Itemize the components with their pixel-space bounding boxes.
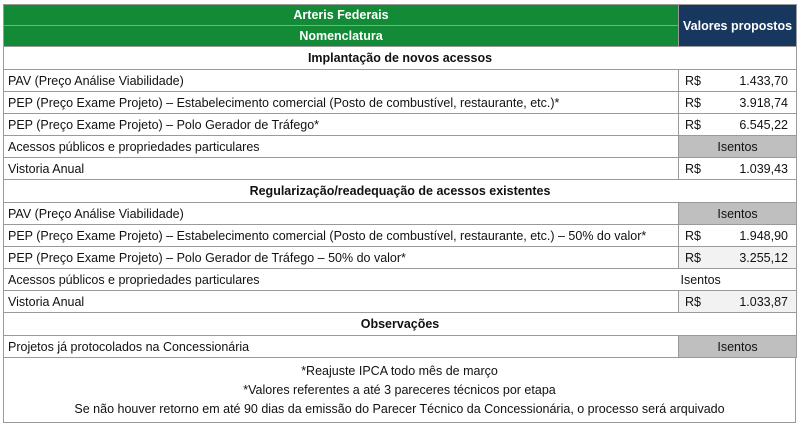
header-values-title: Valores propostos [679,5,797,47]
table-row [4,158,797,180]
header-row-title [4,5,797,26]
notes-table [4,358,795,422]
header-title: Arteris Federais [4,5,679,26]
section-title-new-access: Implantação de novos acessos [4,47,797,70]
row-exempt-text: Isentos [679,269,797,291]
section-title-observations: Observações [4,313,797,336]
table-row [4,247,797,269]
table-row [4,336,797,358]
section-header-row [4,47,797,70]
table-row [4,203,797,225]
price-table [3,4,797,358]
table-row [4,70,797,92]
price-table-container [3,4,796,423]
section-title-regularization: Regularização/readequação de acessos existentes [4,180,797,203]
row-currency: R$ [679,114,719,136]
row-value: 3.255,12 [719,247,797,269]
header-row-subtitle [4,26,797,47]
row-currency: R$ [679,70,719,92]
row-exempt-badge: Isentos [679,203,797,225]
row-currency: R$ [679,158,719,180]
row-value: 6.545,22 [719,114,797,136]
row-label: Vistoria Anual [4,291,679,313]
row-currency: R$ [679,291,719,313]
header-subtitle: Nomenclatura [4,26,679,47]
row-label: PAV (Preço Análise Viabilidade) [4,70,679,92]
table-row [4,136,797,158]
notes-box [3,358,796,423]
row-value: 1.039,43 [719,158,797,180]
table-row [4,114,797,136]
row-exempt-badge: Isentos [679,336,797,358]
section-header-row [4,313,797,336]
row-label: Projetos já protocolados na Concessionária [4,336,679,358]
row-label: Acessos públicos e propriedades particulares [4,136,679,158]
row-exempt-badge: Isentos [679,136,797,158]
row-label: PEP (Preço Exame Projeto) – Estabelecimento comercial (Posto de combustível, restaurante, etc.)* [4,92,679,114]
row-currency: R$ [679,92,719,114]
note-pareceres: *Valores referentes a até 3 pareceres técnicos por etapa [243,382,556,397]
table-row [4,225,797,247]
table-row [4,291,797,313]
row-value: 1.433,70 [719,70,797,92]
row-value: 1.948,90 [719,225,797,247]
table-row [4,92,797,114]
note-archive: Se não houver retorno em até 90 dias da emissão do Parecer Técnico da Concessionária, o processo será arquivado [74,401,725,416]
note-ipca: *Reajuste IPCA todo mês de março [301,363,498,378]
row-value: 1.033,87 [719,291,797,313]
row-label: Acessos públicos e propriedades particulares [4,269,679,291]
row-value: 3.918,74 [719,92,797,114]
row-currency: R$ [679,247,719,269]
row-label: PAV (Preço Análise Viabilidade) [4,203,679,225]
section-header-row [4,180,797,203]
row-label: PEP (Preço Exame Projeto) – Estabelecimento comercial (Posto de combustível, restaurante, etc.) – 50% do valor* [4,225,679,247]
table-row [4,269,797,291]
row-label: PEP (Preço Exame Projeto) – Polo Gerador de Tráfego – 50% do valor* [4,247,679,269]
row-label: Vistoria Anual [4,158,679,180]
row-label: PEP (Preço Exame Projeto) – Polo Gerador de Tráfego* [4,114,679,136]
row-currency: R$ [679,225,719,247]
